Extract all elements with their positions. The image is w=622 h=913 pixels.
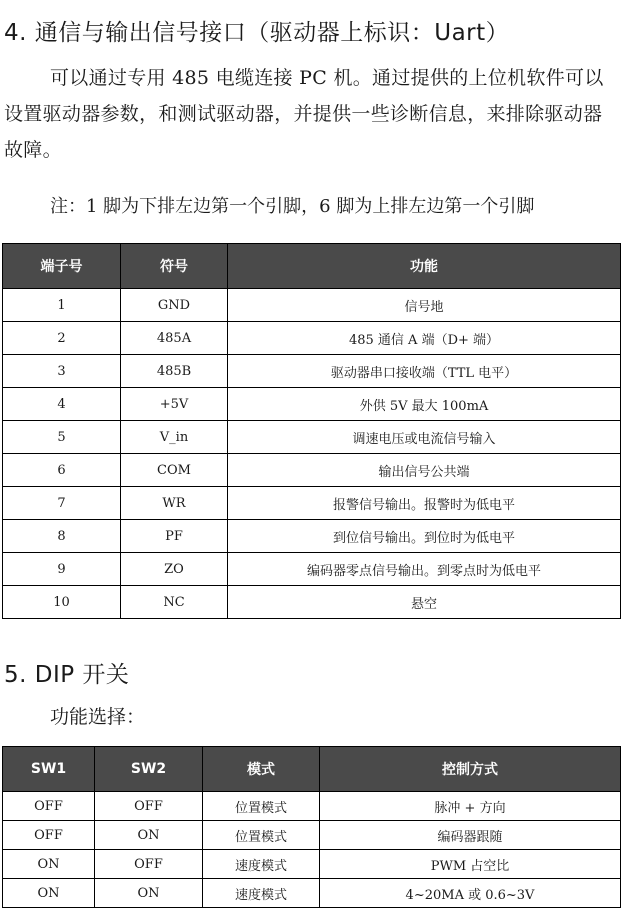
- cell-terminal-no: 10: [3, 586, 121, 619]
- section-5-subtitle: 功能选择：: [50, 706, 146, 728]
- cell-control-method: 编码器跟随: [320, 821, 621, 850]
- pin-note: 注：1 脚为下排左边第一个引脚，6 脚为上排左边第一个引脚: [50, 196, 535, 217]
- cell-terminal-no: 5: [3, 421, 121, 454]
- cell-terminal-no: 1: [3, 289, 121, 322]
- table-row: [3, 553, 621, 586]
- table-row: [3, 289, 621, 322]
- table-row: [3, 388, 621, 421]
- cell-sw2: ON: [95, 821, 203, 850]
- cell-symbol: NC: [121, 586, 228, 619]
- dip-table: [2, 746, 621, 908]
- cell-symbol: GND: [121, 289, 228, 322]
- cell-symbol: +5V: [121, 388, 228, 421]
- section-5-heading: 5. DIP 开关: [4, 662, 130, 688]
- cell-function: 报警信号输出。报警时为低电平: [228, 487, 621, 520]
- cell-symbol: WR: [121, 487, 228, 520]
- cell-function: 调速电压或电流信号输入: [228, 421, 621, 454]
- cell-symbol: 485A: [121, 322, 228, 355]
- table-row: [3, 850, 621, 879]
- cell-mode: 位置模式: [203, 821, 320, 850]
- cell-terminal-no: 8: [3, 520, 121, 553]
- cell-function: 485 通信 A 端（D+ 端）: [228, 322, 621, 355]
- cell-symbol: COM: [121, 454, 228, 487]
- table-row: [3, 454, 621, 487]
- cell-terminal-no: 7: [3, 487, 121, 520]
- cell-mode: 速度模式: [203, 879, 320, 908]
- cell-sw1: OFF: [3, 792, 95, 821]
- cell-mode: 位置模式: [203, 792, 320, 821]
- cell-symbol: ZO: [121, 553, 228, 586]
- table-row: [3, 421, 621, 454]
- header-control-method: 控制方式: [320, 747, 621, 792]
- dip-table-header: [3, 747, 621, 792]
- header-sw2: SW2: [95, 747, 203, 792]
- table-row: [3, 586, 621, 619]
- table-row: [3, 520, 621, 553]
- paragraph-text: 可以通过专用 485 电缆连接 PC 机。通过提供的上位机软件可以设置驱动器参数，和测试驱动器，并提供一些诊断信息，来排除驱动器故障。: [4, 67, 604, 161]
- cell-control-method: PWM 占空比: [320, 850, 621, 879]
- cell-sw1: ON: [3, 879, 95, 908]
- terminal-table-header: [3, 244, 621, 289]
- header-mode: 模式: [203, 747, 320, 792]
- table-row: [3, 821, 621, 850]
- cell-function: 编码器零点信号输出。到零点时为低电平: [228, 553, 621, 586]
- cell-function: 驱动器串口接收端（TTL 电平）: [228, 355, 621, 388]
- cell-control-method: 4~20MA 或 0.6~3V: [320, 879, 621, 908]
- cell-symbol: V_in: [121, 421, 228, 454]
- table-row: [3, 792, 621, 821]
- cell-mode: 速度模式: [203, 850, 320, 879]
- cell-terminal-no: 2: [3, 322, 121, 355]
- table-row: [3, 322, 621, 355]
- cell-function: 输出信号公共端: [228, 454, 621, 487]
- terminal-table: [2, 243, 621, 619]
- cell-control-method: 脉冲 + 方向: [320, 792, 621, 821]
- cell-symbol: 485B: [121, 355, 228, 388]
- table-row: [3, 355, 621, 388]
- header-function: 功能: [228, 244, 621, 289]
- table-row: [3, 879, 621, 908]
- header-sw1: SW1: [3, 747, 95, 792]
- cell-sw2: OFF: [95, 792, 203, 821]
- cell-terminal-no: 9: [3, 553, 121, 586]
- table-row: [3, 487, 621, 520]
- section-4-heading: 4. 通信与输出信号接口（驱动器上标识：Uart）: [4, 20, 510, 46]
- cell-terminal-no: 4: [3, 388, 121, 421]
- cell-terminal-no: 3: [3, 355, 121, 388]
- cell-function: 悬空: [228, 586, 621, 619]
- cell-sw1: ON: [3, 850, 95, 879]
- section-4-paragraph: [4, 60, 618, 168]
- cell-symbol: PF: [121, 520, 228, 553]
- header-terminal-no: 端子号: [3, 244, 121, 289]
- cell-function: 外供 5V 最大 100mA: [228, 388, 621, 421]
- cell-sw1: OFF: [3, 821, 95, 850]
- cell-function: 到位信号输出。到位时为低电平: [228, 520, 621, 553]
- header-symbol: 符号: [121, 244, 228, 289]
- cell-sw2: ON: [95, 879, 203, 908]
- cell-terminal-no: 6: [3, 454, 121, 487]
- cell-function: 信号地: [228, 289, 621, 322]
- cell-sw2: OFF: [95, 850, 203, 879]
